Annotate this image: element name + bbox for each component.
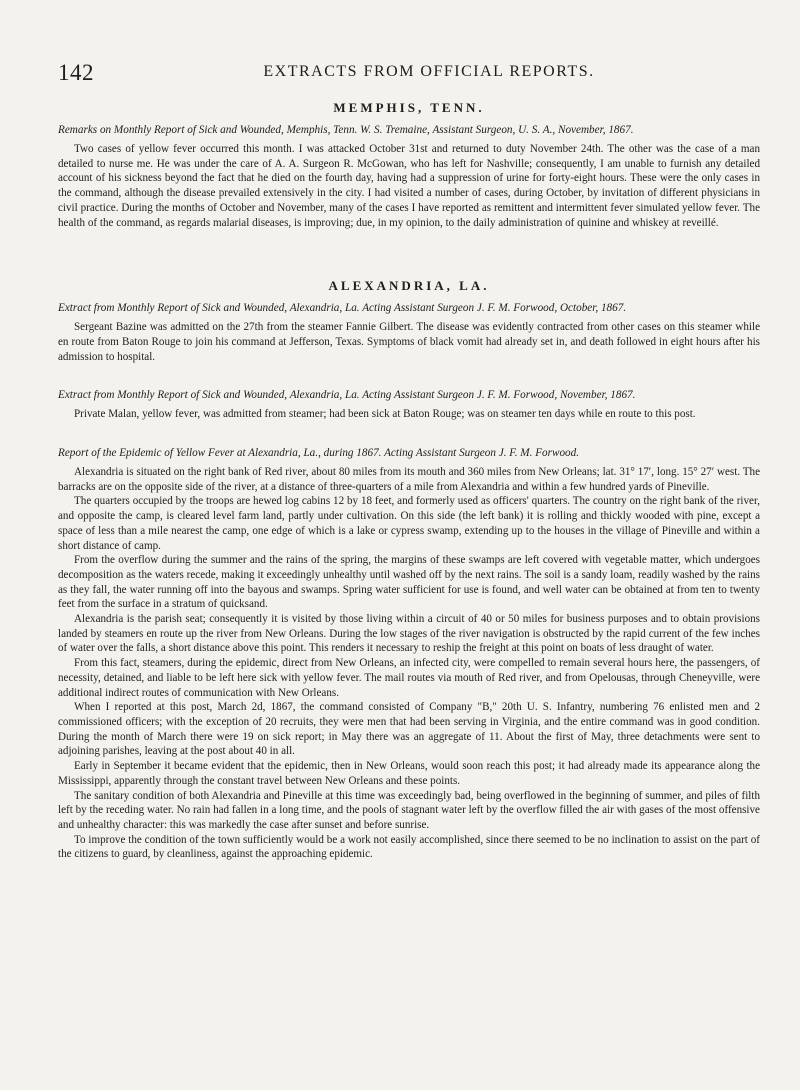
november-report-title: Extract from Monthly Report of Sick and Wounded, Alexandria, La. Acting Assistant Surgeon J. F. M. Forwood, November, 1867. — [58, 389, 636, 402]
memphis-heading: MEMPHIS, TENN. — [333, 100, 485, 115]
paragraph: Alexandria is situated on the right bank of Red river, about 80 miles from its mouth and 360 miles from New Orleans; lat. 31° 17′, long. 15° 27′ west. The barracks are on the opposite side of the river, at a distance of three-quarters of a mile from Alexandria and within a few hundred yards of Pineville. — [58, 466, 760, 493]
paragraph: Two cases of yellow fever occurred this month. I was attacked October 31st and returned to duty November 24th. The other was the case of a man detailed to nurse me. He was under the care of A. A. Surgeon R. McGowan, who has left for Nashville; consequently, I am unable to furnish any detailed account of his sickness beyond the fact that he died on the fourth day, having had a suppression of urine for forty-eight hours. These were the only cases in the command, although the disease prevailed extensively in the city. I had visited a number of cases, during October, by invitation of different physicians in civil practice. During the months of October and November, many of the cases I have reported as remittent and intermittent fever simulated yellow fever. The health of the command, as regards malarial diseases, is improving; due, in my opinion, to the daily administration of quinine and whiskey at reveillé. — [58, 143, 760, 229]
paragraph: Early in September it became evident that the epidemic, then in New Orleans, would soon reach this post; it had already made its appearance along the Mississippi, apparently through the constant travel between New Orleans and these points. — [58, 760, 760, 787]
page-number: 142 — [58, 60, 94, 85]
paragraph: Sergeant Bazine was admitted on the 27th from the steamer Fannie Gilbert. The disease was evidently contracted from other cases on this steamer while en route from Baton Rouge to join his command at Jefferson, Texas. Symptoms of black vomit had already set in, and death followed in eight hours after his admission to hospital. — [58, 321, 760, 363]
paragraph: When I reported at this post, March 2d, 1867, the command consisted of Company "B," 20th U. S. Infantry, numbering 76 enlisted men and 2 commissioned officers; with the exception of 20 recruits, they were men that had been serving in Virginia, and the entire command was in good condition. During the month of March there were 19 on sick report; in May there was an aggregate of 11. About the first of May, three detachments were sent to adjoining parishes, leaving at the post about 40 in all. — [58, 701, 760, 758]
paragraph: Alexandria is the parish seat; consequently it is visited by those living within a circuit of 40 or 50 miles for business purposes and to obtain provisions landed by steamers en route up the river from New Orleans. During the low stages of the river navigation is obstructed by the rapid current of the few inches of water over the falls, a short distance above this point. This renders it necessary to reship the freight at this point on boats of less draught of water. — [58, 613, 760, 655]
alexandria-section — [58, 278, 760, 862]
paragraph: The sanitary condition of both Alexandria and Pineville at this time was exceedingly bad, being overflowed in the beginning of summer, and piles of filth left by the receding water. No rain had fallen in a long time, and the pools of stagnant water left by the overflow filled the air with gases of the most offensive and unhealthy character: this was markedly the case after sunset and before sunrise. — [58, 789, 760, 831]
paragraph: To improve the condition of the town sufficiently would be a work not easily accomplished, since there seemed to be no inclination to assist on the part of the citizens to guard, by cleanliness, against the approaching epidemic. — [58, 833, 760, 861]
memphis-report-title: Remarks on Monthly Report of Sick and Wounded, Memphis, Tenn. W. S. Tremaine, Assistant Surgeon, U. S. A., November, 1867. — [58, 124, 634, 136]
epidemic-report-title: Report of the Epidemic of Yellow Fever at Alexandria, La., during 1867. Acting Assistant Surgeon J. F. M. Forwood. — [58, 447, 580, 460]
paragraph: The quarters occupied by the troops are hewed log cabins 12 by 18 feet, and formerly used as officers' quarters. The country on the right bank of the river, and opposite the camp, is cleared level farm land, partly under cultivation. On this side (the left bank) it is rolling and thickly wooded with pine, except a space of less than a mile nearest the camp, one edge of which is a lake or cypress swamp, extending up to the houses in the village of Pineville and within a short distance of camp. — [58, 495, 760, 552]
memphis-section — [58, 100, 760, 230]
paragraph: Private Malan, yellow fever, was admitted from steamer; had been sick at Baton Rouge; was on steamer ten days while en route to this post. — [74, 408, 696, 421]
running-title: EXTRACTS FROM OFFICIAL REPORTS. — [263, 63, 595, 80]
paragraph: From this fact, steamers, during the epidemic, direct from New Orleans, an infected city, were compelled to remain several hours here, the passengers, of necessity, detained, and liable to be left here sick with yellow fever. The mail routes via mouth of Red river, and from Opelousas, through Cheneyville, were additional indirect routes of communication with New Orleans. — [58, 657, 760, 699]
october-report-title: Extract from Monthly Report of Sick and Wounded, Alexandria, La. Acting Assistant Surgeon J. F. M. Forwood, October, 1867. — [58, 302, 627, 315]
paragraph: From the overflow during the summer and the rains of the spring, the margins of these swamps are left covered with vegetable matter, which undergoes decomposition as the waters recede, making it exceedingly unhealthy until washed off by the next rains. The soil is a sandy loam, readily washed by the rains as they fall, the water running off into the bayous and swamps. Spring water sufficient for use is found, and well water can be obtained at from ten to twenty feet from the surface in a stratum of quicksand. — [58, 554, 760, 611]
running-head — [58, 60, 760, 86]
alexandria-heading: ALEXANDRIA, LA. — [328, 278, 490, 294]
